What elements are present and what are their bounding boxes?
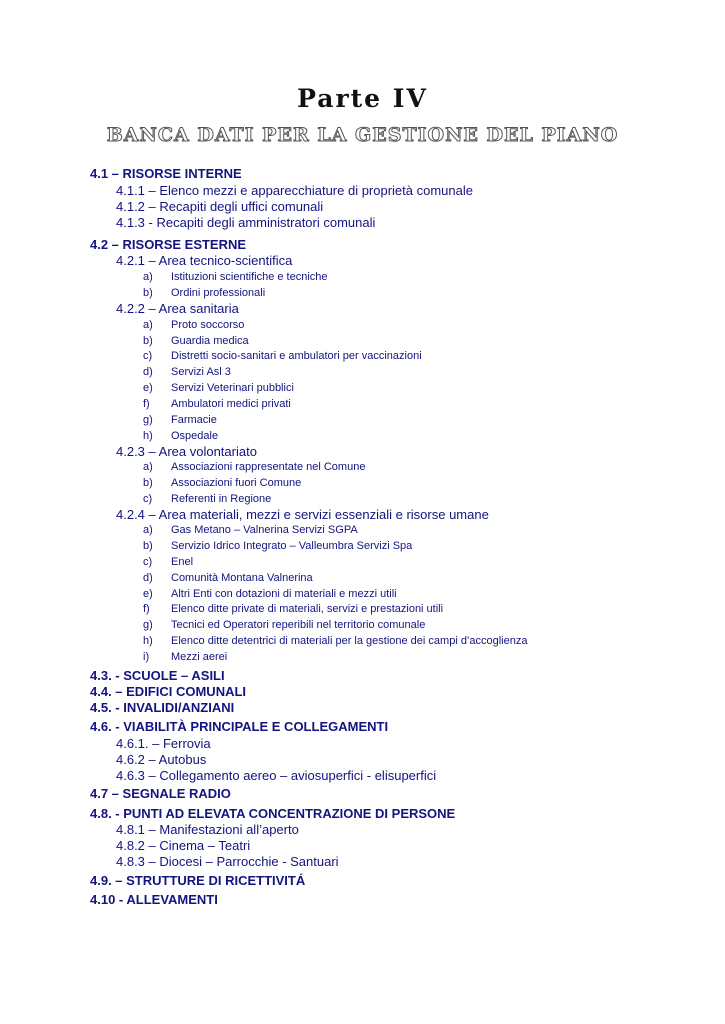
toc-section-4-8: 4.8. - PUNTI AD ELEVATA CONCENTRAZIONE DI PERSONE xyxy=(90,806,456,821)
toc-subsection-4-2-3: 4.2.3 – Area volontariato xyxy=(116,444,257,459)
toc-subsection-4-6-3: 4.6.3 – Collegamento aereo – aviosuperfici - elisuperfici xyxy=(116,768,437,783)
toc-item-text: Associazioni fuori Comune xyxy=(171,477,302,489)
toc-item-text: Comunità Montana Valnerina xyxy=(171,572,313,584)
toc-item-letter: a) xyxy=(143,524,153,536)
toc-item-letter: i) xyxy=(143,651,150,663)
toc-item-text: Enel xyxy=(171,556,194,568)
toc-subsection-4-1-2: 4.1.2 – Recapiti degli uffici comunali xyxy=(116,199,324,214)
toc-subsection-4-8-3: 4.8.3 – Diocesi – Parrocchie - Santuari xyxy=(116,854,339,869)
toc-item-text: Guardia medica xyxy=(171,335,249,347)
toc-item-text: Ambulatori medici privati xyxy=(171,398,291,410)
toc-item-letter: h) xyxy=(143,430,153,442)
toc-item-text: Elenco ditte private di materiali, servizi e prestazioni utili xyxy=(171,603,444,615)
toc-item-text: Servizi Asl 3 xyxy=(171,366,231,378)
toc-subsection-4-2-1: 4.2.1 – Area tecnico-scientifica xyxy=(116,253,293,268)
toc-item-text: Distretti socio-sanitari e ambulatori per vaccinazioni xyxy=(171,350,422,362)
toc-item-text: Mezzi aerei xyxy=(171,651,228,663)
toc-item-text: Ospedale xyxy=(171,430,219,442)
toc-subsection-4-1-1: 4.1.1 – Elenco mezzi e apparecchiature di proprietà comunale xyxy=(116,183,473,198)
toc-item-text: Proto soccorso xyxy=(171,319,245,331)
toc-item-letter: b) xyxy=(143,477,153,489)
toc-section-4-7: 4.7 – SEGNALE RADIO xyxy=(90,786,231,801)
toc-subsection-4-6-2: 4.6.2 – Autobus xyxy=(116,752,207,767)
toc-item-letter: d) xyxy=(143,366,153,378)
toc-item-text: Elenco ditte detentrici di materiali per la gestione dei campi d’accoglienza xyxy=(171,635,528,647)
toc-section-4-4: 4.4. – EDIFICI COMUNALI xyxy=(90,684,247,699)
toc-item-text: Ordini professionali xyxy=(171,287,266,299)
toc-item-text: Istituzioni scientifiche e tecniche xyxy=(171,271,328,283)
toc-subsection-4-8-1: 4.8.1 – Manifestazioni all’aperto xyxy=(116,822,299,837)
toc-item-letter: e) xyxy=(143,588,153,600)
toc-item-text: Altri Enti con dotazioni di materiali e mezzi utili xyxy=(171,588,397,600)
toc-item-letter: b) xyxy=(143,335,153,347)
toc-item-letter: f) xyxy=(143,398,150,410)
toc-item-letter: e) xyxy=(143,382,153,394)
toc-section-4-10: 4.10 - ALLEVAMENTI xyxy=(90,892,218,907)
toc-item-letter: a) xyxy=(143,319,153,331)
toc-item-letter: b) xyxy=(143,540,153,552)
toc-item-letter: a) xyxy=(143,461,153,473)
toc-item-text: Tecnici ed Operatori reperibili nel territorio comunale xyxy=(171,619,426,631)
toc-item-text: Gas Metano – Valnerina Servizi SGPA xyxy=(171,524,358,536)
toc-section-4-6: 4.6. - VIABILITÀ PRINCIPALE E COLLEGAMENTI xyxy=(90,719,389,734)
toc-section-4-9: 4.9. – STRUTTURE DI RICETTIVITÁ xyxy=(90,873,306,888)
toc-item-text: Referenti in Regione xyxy=(171,493,272,505)
toc-item-letter: g) xyxy=(143,414,153,426)
toc-item-text: Servizi Veterinari pubblici xyxy=(171,382,294,394)
toc-section-4-3: 4.3. - SCUOLE – ASILI xyxy=(90,668,225,683)
toc-subsection-4-2-2: 4.2.2 – Area sanitaria xyxy=(116,301,239,316)
toc-section-4-1: 4.1 – RISORSE INTERNE xyxy=(90,166,242,181)
toc-item-letter: c) xyxy=(143,350,153,362)
toc-item-text: Servizio Idrico Integrato – Valleumbra Servizi Spa xyxy=(171,540,413,552)
toc-item-letter: a) xyxy=(143,271,153,283)
toc-item-letter: c) xyxy=(143,556,153,568)
toc-subsection-4-2-4: 4.2.4 – Area materiali, mezzi e servizi essenziali e risorse umane xyxy=(116,507,489,522)
toc-subsection-4-1-3: 4.1.3 - Recapiti degli amministratori comunali xyxy=(116,215,376,230)
page-subtitle: BANCA DATI PER LA GESTIONE DEL PIANO xyxy=(106,124,619,146)
toc-item-letter: g) xyxy=(143,619,153,631)
toc-section-4-5: 4.5. - INVALIDI/ANZIANI xyxy=(90,700,235,715)
toc-section-4-2: 4.2 – RISORSE ESTERNE xyxy=(90,237,247,252)
toc-item-letter: f) xyxy=(143,603,150,615)
toc-item-letter: h) xyxy=(143,635,153,647)
toc-item-text: Farmacie xyxy=(171,414,217,426)
toc-subsection-4-8-2: 4.8.2 – Cinema – Teatri xyxy=(116,838,251,853)
page-title: Parte IV xyxy=(297,84,428,113)
toc-item-letter: c) xyxy=(143,493,153,505)
toc-item-letter: b) xyxy=(143,287,153,299)
toc-subsection-4-6-1: 4.6.1. – Ferrovia xyxy=(116,736,211,751)
toc-item-text: Associazioni rappresentate nel Comune xyxy=(171,461,366,473)
toc-item-letter: d) xyxy=(143,572,153,584)
